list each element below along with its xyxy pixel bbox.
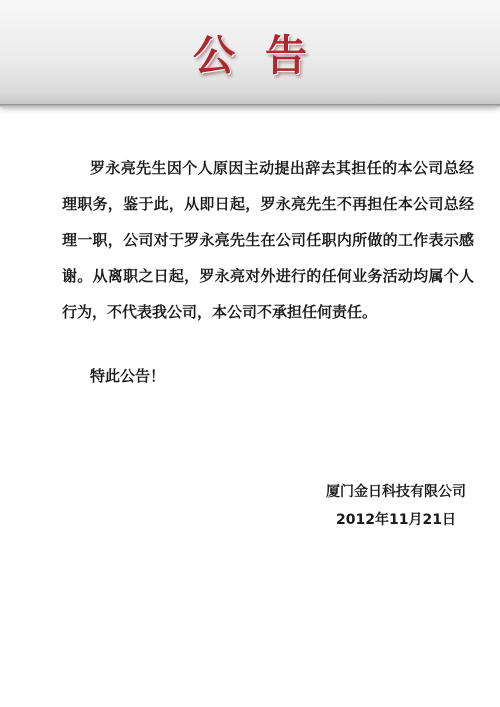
company-name: 厦门金日科技有限公司 — [326, 484, 466, 500]
notice-closing: 特此公告！ — [90, 367, 166, 385]
notice-header-banner — [0, 0, 500, 104]
signature-block — [326, 478, 466, 534]
notice-body: 罗永亮先生因个人原因主动提出辞去其担任的本公司总经理职务，鉴于此，从即日起，罗永亮先生不再担任本公司总经理一职，公司对于罗永亮先生在公司任职内所做的工作表示感谢。从离职之日起，罗永亮对外进行的任何业务活动均属个人行为，不代表我公司，本公司不承担任何责任。 — [62, 159, 474, 321]
notice-title: 公告 — [192, 31, 337, 80]
header-divider — [0, 104, 500, 107]
notice-date: 2012年11月21日 — [336, 512, 456, 528]
